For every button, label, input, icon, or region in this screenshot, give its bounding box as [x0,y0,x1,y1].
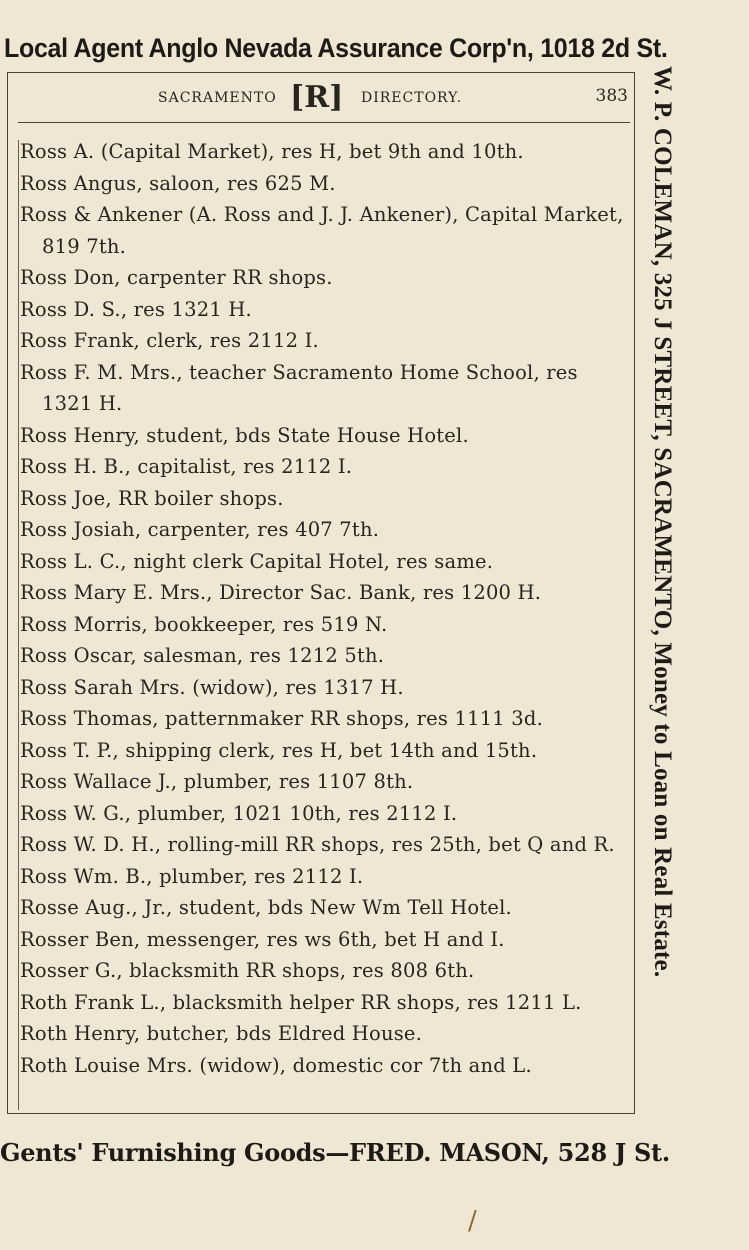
running-head-city: SACRAMENTO [158,90,277,106]
running-head-directory: DIRECTORY. [361,90,463,106]
side-advertisement: W. P. COLEMAN, 325 J STREET, SACRAMENTO, Money to Loan on Real Estate. [649,66,676,978]
directory-entry: Ross Thomas, patternmaker RR shops, res 1111 3d. [20,707,543,730]
footer-advertisement: Gents' Furnishing Goods—FRED. MASON, 528 J St. [0,1138,670,1167]
directory-entry: Rosser Ben, messenger, res ws 6th, bet H and I. [20,927,505,951]
directory-entry: Ross Angus, saloon, res 625 M. [20,171,336,195]
directory-entry: Ross W. G., plumber, 1021 10th, res 2112 I. [20,801,458,825]
directory-entry: Roth Frank L., blacksmith helper RR shops, res 1211 L. [20,990,582,1014]
directory-entry: Ross H. B., capitalist, res 2112 I. [20,455,353,478]
directory-entry: Ross T. P., shipping clerk, res H, bet 14th and 15th. [20,738,538,762]
directory-entry: Ross Don, carpenter RR shops. [20,266,333,289]
directory-entry: Ross Wm. B., plumber, res 2112 I. [20,864,364,888]
directory-entry: Ross Mary E. Mrs., Director Sac. Bank, res 1200 H. [20,581,542,604]
directory-entry: Ross Sarah Mrs. (widow), res 1317 H. [20,675,404,699]
running-head [18,80,632,115]
pencil-mark: / [468,1206,477,1236]
directory-entry: Ross D. S., res 1321 H. [20,297,252,321]
directory-entry: Ross Joe, RR boiler shops. [20,486,284,510]
inner-margin-rule [18,140,19,1110]
running-head-rule [18,122,630,123]
directory-entry: Ross W. D. H., rolling-mill RR shops, res 25th, bet Q and R. [20,833,615,856]
directory-entry: Roth Henry, butcher, bds Eldred House. [20,1022,423,1045]
directory-entry: Ross Morris, bookkeeper, res 519 N. [20,612,388,636]
directory-entry: Rosse Aug., Jr., student, bds New Wm Tell Hotel. [20,896,512,919]
running-head-letter: [R] [290,80,344,115]
directory-entry: Ross Oscar, salesman, res 1212 5th. [20,644,385,667]
directory-entry: Ross Frank, clerk, res 2112 I. [20,329,319,352]
directory-entry: Roth Louise Mrs. (widow), domestic cor 7th and L. [20,1053,532,1077]
directory-entries [20,136,626,1081]
header-advertisement: Local Agent Anglo Nevada Assurance Corp'n, 1018 2d St. [4,33,668,64]
directory-entry: Rosser G., blacksmith RR shops, res 808 6th. [20,959,475,982]
directory-entry: Ross Henry, student, bds State House Hotel. [20,423,469,447]
directory-entry: Ross Josiah, carpenter, res 407 7th. [20,518,380,541]
directory-entry: Ross L. C., night clerk Capital Hotel, res same. [20,549,494,573]
directory-entry: Ross F. M. Mrs., teacher Sacramento Home School, res 1321 H. [20,360,578,415]
page-number: 383 [595,86,628,106]
directory-entry: Ross & Ankener (A. Ross and J. J. Ankener), Capital Market, 819 7th. [20,203,624,258]
directory-entry: Ross Wallace J., plumber, res 1107 8th. [20,770,414,793]
directory-entry: Ross A. (Capital Market), res H, bet 9th and 10th. [20,140,524,163]
